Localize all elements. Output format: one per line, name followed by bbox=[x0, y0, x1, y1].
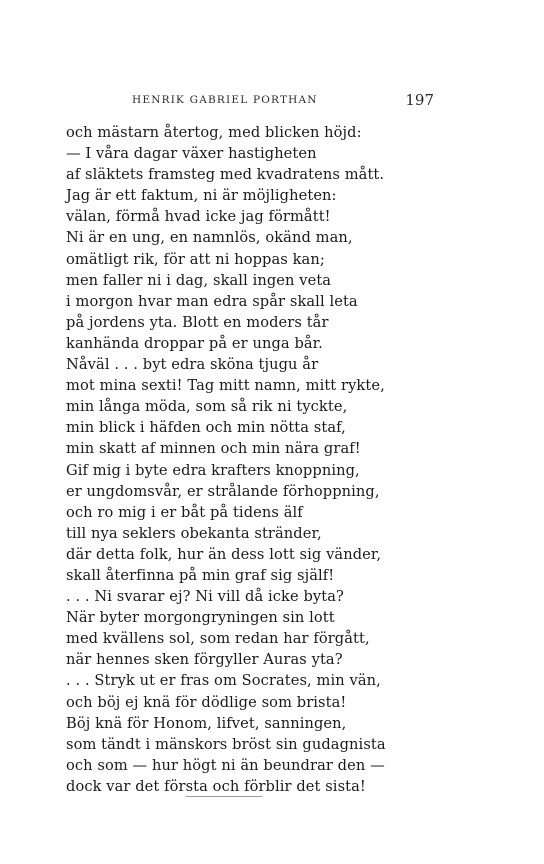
poem-line: dock var det första och förblir det sista! bbox=[66, 777, 366, 795]
poem-line: på jordens yta. Blott en moders tår bbox=[66, 313, 329, 331]
poem-line: af släktets framsteg med kvadratens mått. bbox=[66, 166, 385, 184]
poem-line: min långa möda, som så rik ni tyckte, bbox=[66, 398, 348, 416]
poem-line: min blick i häfden och min nötta staf, bbox=[66, 419, 346, 437]
poem-line: men faller ni i dag, skall ingen veta bbox=[66, 271, 332, 289]
poem-line: skall återfinna på min graf sig själf! bbox=[66, 566, 335, 584]
poem-line: med kvällens sol, som redan har förgått, bbox=[66, 630, 370, 648]
end-rule bbox=[186, 796, 262, 797]
poem-line: välan, förmå hvad icke jag förmått! bbox=[66, 208, 331, 226]
poem-line: och ro mig i er båt på tidens älf bbox=[66, 503, 303, 521]
poem-line: Jag är ett faktum, ni är möjligheten: bbox=[66, 187, 337, 205]
poem-line: och böj ej knä för dödlige som brista! bbox=[66, 693, 347, 711]
poem-line: min skatt af minnen och min nära graf! bbox=[66, 440, 361, 458]
page-number: 197 bbox=[405, 91, 434, 109]
poem-line: omätligt rik, för att ni hoppas kan; bbox=[66, 250, 325, 268]
poem-line: när hennes sken förgyller Auras yta? bbox=[66, 651, 343, 669]
poem-line: Nåväl . . . byt edra sköna tjugu år bbox=[66, 356, 319, 374]
poem-line: — I våra dagar växer hastigheten bbox=[66, 145, 317, 163]
poem-text bbox=[66, 122, 466, 797]
poem-line: mot mina sexti! Tag mitt namn, mitt rykte, bbox=[66, 377, 385, 395]
poem-line: Böj knä för Honom, lifvet, sanningen, bbox=[66, 714, 347, 732]
running-title: HENRIK GABRIEL PORTHAN bbox=[132, 94, 318, 106]
poem-line: till nya seklers obekanta stränder, bbox=[66, 524, 322, 542]
poem-line: När byter morgongryningen sin lott bbox=[66, 609, 335, 627]
poem-line: som tändt i mänskors bröst sin gudagnista bbox=[66, 735, 386, 753]
poem-line: och som — hur högt ni än beundrar den — bbox=[66, 756, 385, 774]
poem-line: Gif mig i byte edra krafters knoppning, bbox=[66, 461, 360, 479]
running-head bbox=[66, 92, 434, 112]
poem-line: . . . Ni svarar ej? Ni vill då icke byta? bbox=[66, 588, 344, 606]
poem-line: i morgon hvar man edra spår skall leta bbox=[66, 292, 358, 310]
poem-line: Ni är en ung, en namnlös, okänd man, bbox=[66, 229, 353, 247]
poem-line: kanhända droppar på er unga bår. bbox=[66, 334, 323, 352]
poem-line: . . . Stryk ut er fras om Socrates, min vän, bbox=[66, 672, 381, 690]
poem-line: där detta folk, hur än dess lott sig vänder, bbox=[66, 545, 382, 563]
poem-line: er ungdomsvår, er strålande förhoppning, bbox=[66, 482, 380, 500]
poem-line: och mästarn återtog, med blicken höjd: bbox=[66, 124, 362, 141]
